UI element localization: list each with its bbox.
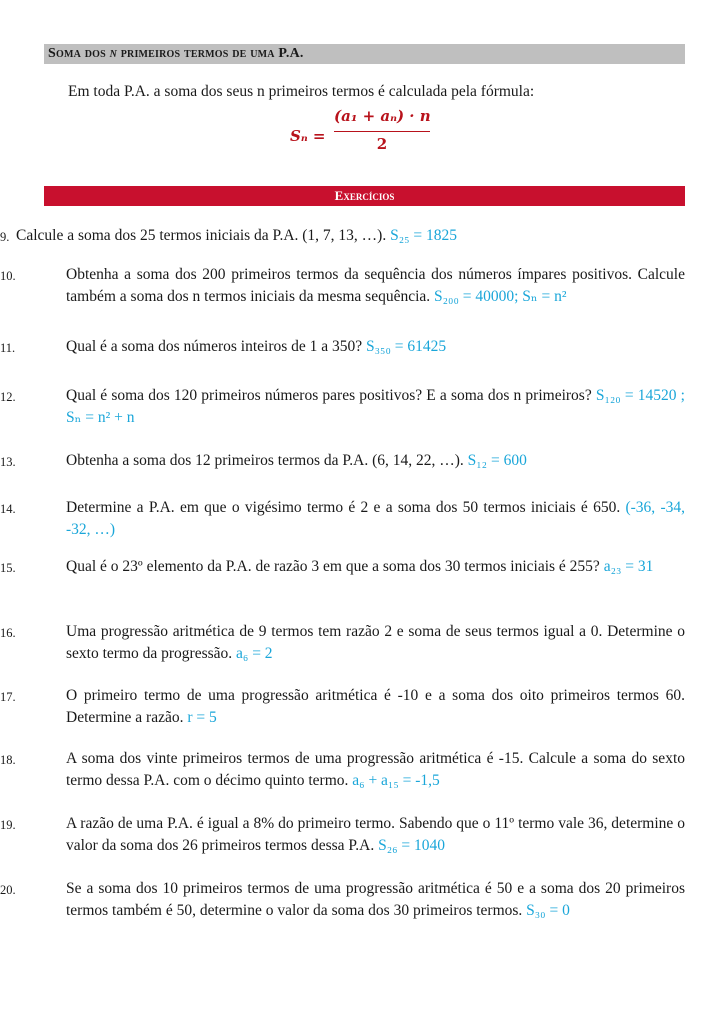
formula-numerator: (a₁ + aₙ) · n [334, 107, 431, 125]
exercise-answer: S₃₀ = 0 [526, 902, 570, 919]
formula-fraction [334, 107, 430, 153]
exercise-answer: S₂₀₀ = 40000; Sₙ = n² [434, 288, 567, 305]
header-title-pre: Soma dos [48, 46, 110, 61]
exercises-header-bar: Exercícios [44, 186, 685, 206]
exercise-item [0, 748, 728, 792]
exercise-text: Determine a P.A. em que o vigésimo termo é 2 e a soma dos 50 termos iniciais é 650. [66, 499, 626, 516]
exercise-number: 9. [0, 230, 10, 244]
exercise-text: Obtenha a soma dos 12 primeiros termos da P.A. (6, 14, 22, …). [66, 452, 468, 469]
exercise-item [0, 264, 728, 308]
exercise-text: A soma dos vinte primeiros termos de uma progressão aritmética é -15. Calcule a soma do sexto termo dessa P.A. com o décimo quinto termo. [66, 750, 685, 789]
exercise-number: 10. [0, 269, 16, 283]
intro-text: Em toda P.A. a soma dos seus n primeiros termos é calculada pela fórmula: [68, 83, 535, 100]
header-title-post: primeiros termos de uma P.A. [117, 46, 304, 61]
exercise-answer: a₆ = 2 [236, 645, 273, 662]
exercise-text: Obtenha a soma dos 200 primeiros termos da sequência dos números ímpares positivos. Calcule também a soma dos n termos iniciais da mesma sequência. [66, 266, 685, 305]
exercise-item [0, 336, 728, 358]
exercise-answer: S₂₅ = 1825 [390, 227, 458, 244]
exercise-text: Uma progressão aritmética de 9 termos tem razão 2 e soma de seus termos igual a 0. Determine o sexto termo da progressão. [66, 623, 685, 662]
exercise-number: 11. [0, 341, 16, 355]
exercise-answer: a₆ + a₁₅ = -1,5 [352, 772, 440, 789]
formula-denominator: 2 [376, 135, 388, 153]
exercise-item [0, 621, 728, 665]
section-header-bar [44, 44, 685, 64]
exercise-number: 12. [0, 390, 16, 404]
exercise-text: O primeiro termo de uma progressão aritmética é -10 e a soma dos oito primeiros termos 60. Determine a razão. [66, 687, 685, 726]
exercise-item [0, 450, 728, 472]
exercise-number: 20. [0, 883, 16, 897]
exercise-answer: (-36, -34, -32, …) [66, 499, 685, 538]
exercise-item [0, 497, 728, 541]
exercise-answer: S₁₂₀ = 14520 ; Sₙ = n² + n [66, 387, 685, 426]
exercise-text: Qual é o 23º elemento da P.A. de razão 3 em que a soma dos 30 termos iniciais é 255? [66, 558, 604, 575]
exercise-item [0, 813, 728, 857]
exercise-item [0, 225, 728, 247]
exercise-answer: r = 5 [187, 709, 217, 726]
exercise-text: A razão de uma P.A. é igual a 8% do primeiro termo. Sabendo que o 11º termo vale 36, determine o valor da soma dos 26 primeiros termos dessa P.A. [66, 815, 685, 854]
exercise-number: 13. [0, 455, 16, 469]
exercise-answer: S₃₅₀ = 61425 [366, 338, 447, 355]
exercise-number: 14. [0, 502, 16, 516]
header-title-n: n [109, 46, 118, 61]
exercise-text: Qual é soma dos 120 primeiros números pares positivos? E a soma dos n primeiros? [66, 387, 596, 404]
exercise-answer: S₁₂ = 600 [467, 452, 527, 469]
exercise-item [0, 385, 728, 429]
fraction-bar [334, 131, 430, 132]
exercise-item [0, 685, 728, 729]
exercise-number: 16. [0, 626, 16, 640]
exercise-number: 18. [0, 753, 16, 767]
exercise-number: 15. [0, 561, 16, 575]
exercise-answer: S₂₆ = 1040 [378, 837, 446, 854]
exercise-item [0, 878, 728, 922]
exercise-answer: a₂₃ = 31 [603, 558, 654, 575]
exercise-number: 19. [0, 818, 16, 832]
exercise-text: Se a soma dos 10 primeiros termos de uma progressão aritmética é 50 e a soma dos 20 primeiros termos também é 50, determine o valor da soma dos 30 primeiros termos. [66, 880, 685, 919]
exercise-item [0, 556, 728, 578]
exercise-number: 17. [0, 690, 16, 704]
exercise-text: Calcule a soma dos 25 termos iniciais da P.A. (1, 7, 13, …). [16, 227, 391, 244]
exercise-text: Qual é a soma dos números inteiros de 1 a 350? [66, 338, 367, 355]
formula-lhs: Sₙ = [290, 127, 326, 145]
